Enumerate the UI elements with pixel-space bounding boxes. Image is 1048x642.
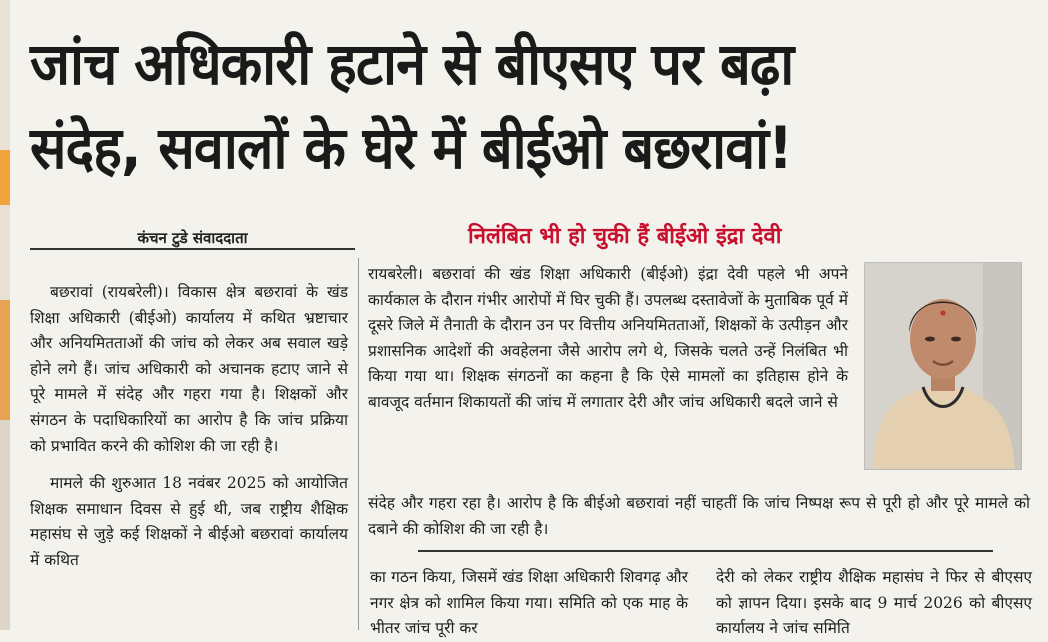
portrait-photo <box>864 262 1022 470</box>
byline-rule <box>30 248 355 250</box>
column-b-text: का गठन किया, जिसमें खंड शिक्षा अधिकारी शिवगढ़ और नगर क्षेत्र को शामिल किया गया। समिति को एक माह के भीतर जांच पूरी कर <box>370 568 688 638</box>
column-c-text: देरी को लेकर राष्ट्रीय शैक्षिक महासंघ ने फिर से बीएसए को ज्ञापन दिया। इसके बाद 9 मार्च 2026 को बीएसए कार्यालय ने जांच समिति <box>716 568 1032 638</box>
headline-line-2: संदेह, सवालों के घेरे में बीईओ बछरावां! <box>30 114 792 182</box>
left-column <box>30 280 348 574</box>
section-rule <box>418 550 993 552</box>
byline: कंचन टुडे संवाददाता <box>137 229 248 247</box>
left-paragraph-2: मामले की शुरुआत 18 नवंबर 2025 को आयोजित शिक्षक समाधान दिवस से हुई थी, जब राष्ट्रीय शैक्षिक महासंघ से जुड़े कई शिक्षकों ने बीईओ बछरावां कार्यालय में कथित <box>30 474 348 569</box>
column-b <box>370 565 688 642</box>
sidebar-story-text-wide <box>368 491 1030 542</box>
sidebar-paragraph-continued: संदेह और गहरा रहा है। आरोप है कि बीईओ बछरावां नहीं चाहतीं कि जांच निष्पक्ष रूप से पूरी हो और पूरे मामले को दबाने की कोशिश की जा रही है। <box>368 494 1030 538</box>
column-c <box>716 565 1032 642</box>
column-divider <box>358 258 359 630</box>
subheadline: निलंबित भी हो चुकी हैं बीईओ इंद्रा देवी <box>468 224 782 249</box>
adjacent-page-edge <box>0 0 10 630</box>
sidebar-story-text <box>368 262 848 416</box>
headline <box>30 22 969 190</box>
sidebar-paragraph: रायबरेली। बछरावां की खंड शिक्षा अधिकारी (बीईओ) इंद्रा देवी पहले भी अपने कार्यकाल के दौरान गंभीर आरोपों में घिर चुकी हैं। उपलब्ध दस्तावेजों के मुताबिक पूर्व में दूसरे जिले में तैनाती के दौरान उन पर वित्तीय अनियमितताओं, शिक्षकों के उत्पीड़न और प्रशासनिक आदेशों की अवहेलना जैसे आरोप लगे थे, जिसके चलते उन्हें निलंबित भी किया गया था। शिक्षक संगठनों का कहना है कि ऐसे मामलों का इतिहास होने के बावजूद वर्तमान शिकायतों की जांच में लगातार देरी और जांच अधिकारी बदले जाने से <box>368 265 848 411</box>
headline-line-1: जांच अधिकारी हटाने से बीएसए पर बढ़ा <box>30 30 794 98</box>
left-paragraph-1: बछरावां (रायबरेली)। विकास क्षेत्र बछरावां के खंड शिक्षा अधिकारी (बीईओ) कार्यालय में कथित भ्रष्टाचार और अनियमितताओं की जांच को लेकर अब सवाल खड़े होने लगे हैं। जांच अधिकारी को अचानक हटाए जाने से पूरे मामले में संदेह और गहरा गया है। शिक्षकों और संगठन के पदाधिकारियों का आरोप है कि जांच प्रक्रिया को प्रभावित करने की कोशिश की जा रही है। <box>30 283 348 455</box>
